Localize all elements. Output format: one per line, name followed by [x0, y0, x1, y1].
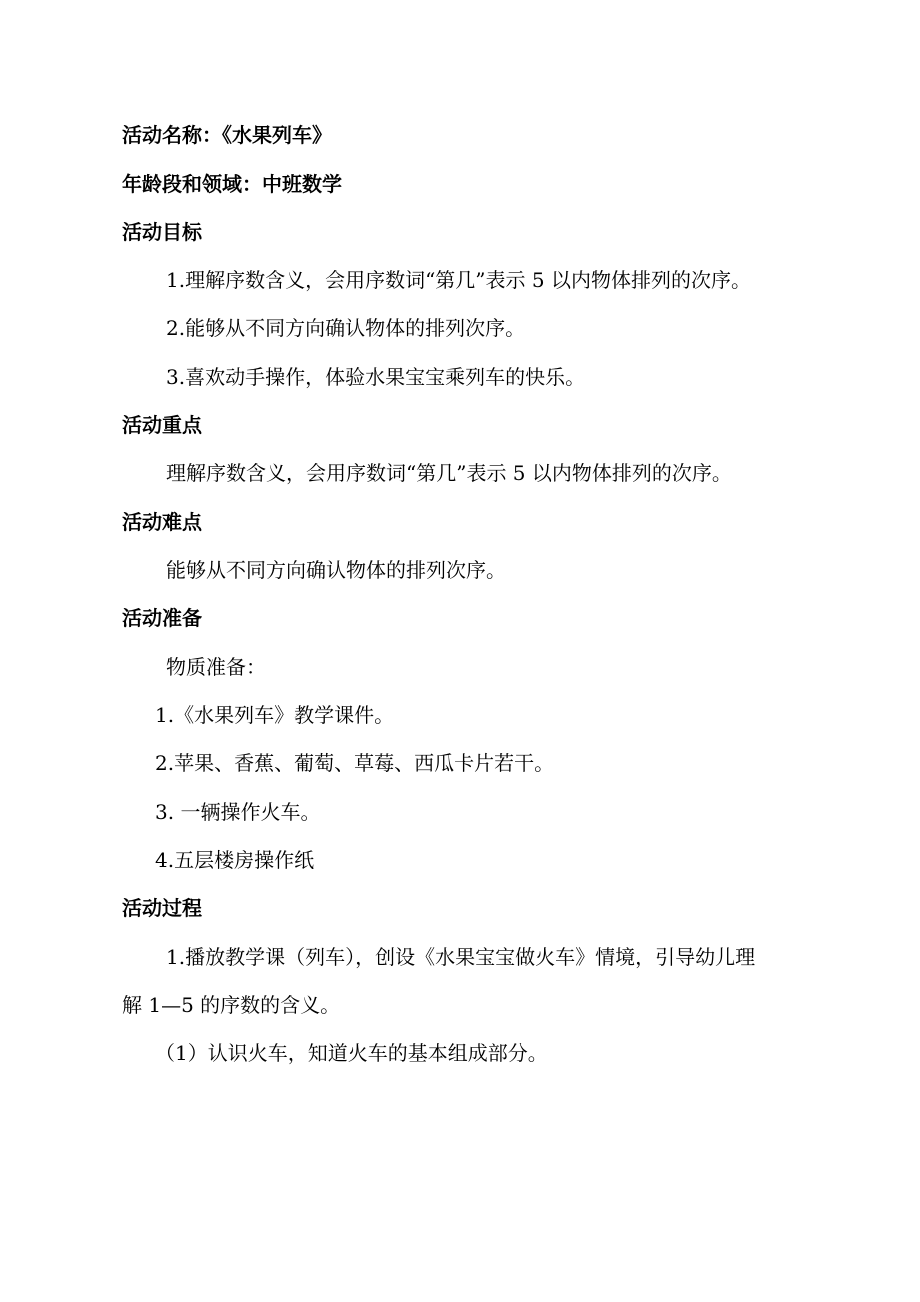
age-and-domain: 年龄段和领域：中班数学: [122, 172, 342, 196]
goal-item-2: 2.能够从不同方向确认物体的排列次序。: [166, 316, 526, 340]
difficulty-text: 能够从不同方向确认物体的排列次序。: [166, 558, 506, 582]
process-step-1-line-1: 1.播放教学课（列车），创设《水果宝宝做火车》情境，引导幼儿理: [166, 945, 756, 969]
goals-heading: 活动目标: [122, 220, 202, 244]
process-step-1-sub-1: （1）认识火车，知道火车的基本组成部分。: [155, 1041, 548, 1065]
goal-item-3: 3.喜欢动手操作，体验水果宝宝乘列车的快乐。: [166, 365, 586, 389]
goal-item-1: 1.理解序数含义，会用序数词“第几”表示 5 以内物体排列的次序。: [166, 268, 751, 292]
activity-name: 活动名称：《水果列车》: [122, 123, 332, 147]
difficulty-heading: 活动难点: [122, 510, 202, 534]
preparation-item-4: 4.五层楼房操作纸: [155, 848, 315, 872]
preparation-item-3: 3. 一辆操作火车。: [155, 800, 321, 824]
key-point-heading: 活动重点: [122, 413, 202, 437]
preparation-item-2: 2.苹果、香蕉、葡萄、草莓、西瓜卡片若干。: [155, 751, 555, 775]
preparation-item-1: 1.《水果列车》教学课件。: [155, 703, 395, 727]
process-step-1-line-2: 解 1—5 的序数的含义。: [122, 993, 341, 1017]
key-point-text: 理解序数含义，会用序数词“第几”表示 5 以内物体排列的次序。: [166, 461, 732, 485]
process-heading: 活动过程: [122, 896, 202, 920]
preparation-heading: 活动准备: [122, 606, 202, 630]
preparation-subheading: 物质准备：: [166, 655, 266, 679]
